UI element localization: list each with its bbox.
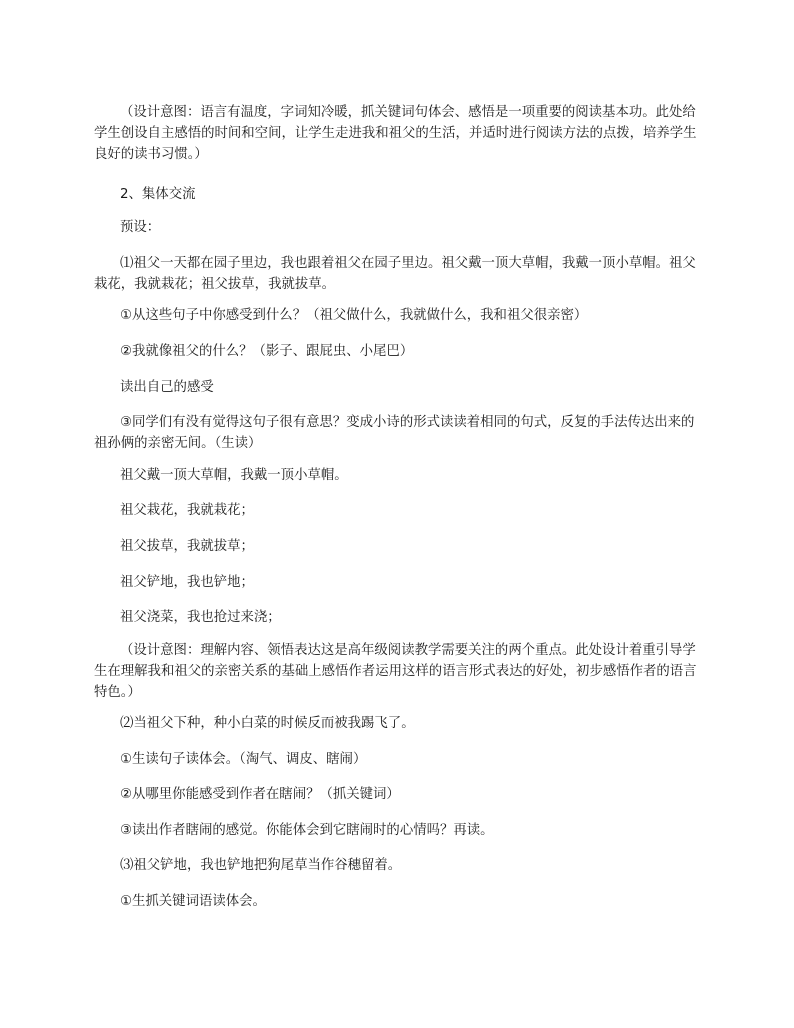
- question-1-1: ①从这些句子中你感受到什么？（祖父做什么，我就做什么，我和祖父很亲密）: [120, 308, 588, 323]
- question-1-3: ③同学们有没有觉得这句子很有意思？变成小诗的形式读读着相同的句式，反复的手法传达出来的祖孙俩的亲密无间。（生读）: [94, 415, 695, 451]
- question-2-2: ②从哪里你能感受到作者在瞎闹？（抓关键词）: [120, 787, 400, 802]
- section-heading-group-exchange: 2、集体交流: [120, 187, 196, 202]
- poem-line-5: 祖父浇菜，我也抢过来浇；: [120, 610, 281, 625]
- question-2-3: ③读出作者瞎闹的感觉。你能体会到它瞎闹时的心情吗？再读。: [120, 823, 494, 838]
- passage-2: ⑵当祖父下种，种小白菜的时候反而被我踢飞了。: [120, 716, 415, 731]
- design-intent-paragraph-2: （设计意图：理解内容、领悟表达这是高年级阅读教学需要关注的两个重点。此处设计着重引导学生在理解我和祖父的亲密关系的基础上感悟作者运用这样的语言形式表达的好处，初步感悟作者的语言特色。）: [94, 643, 697, 700]
- question-2-1: ①生读句子读体会。（淘气、调皮、瞎闹）: [120, 752, 367, 767]
- poem-line-4: 祖父铲地，我也铲地；: [120, 575, 254, 590]
- poem-line-3: 祖父拔草，我就拔草；: [120, 539, 254, 554]
- passage-3: ⑶祖父铲地，我也铲地把狗尾草当作谷穗留着。: [120, 858, 402, 873]
- read-feeling-line: 读出自己的感受: [120, 380, 214, 395]
- design-intent-paragraph-1: （设计意图：语言有温度，字词知冷暖，抓关键词句体会、感悟是一项重要的阅读基本功。此处给学生创设自主感悟的时间和空间，让学生走进我和祖父的生活，并适时进行阅读方法的点拨，培养学生良好的读书习惯。）: [94, 105, 697, 162]
- poem-line-2: 祖父栽花，我就栽花；: [120, 503, 254, 518]
- question-1-2: ②我就像祖父的什么？（影子、跟屁虫、小尾巴）: [120, 344, 414, 359]
- passage-1: ⑴祖父一天都在园子里边，我也跟着祖父在园子里边。祖父戴一顶大草帽，我戴一顶小草帽。祖父栽花，我就栽花；祖父拔草，我就拔草。: [94, 256, 696, 292]
- preset-label: 预设：: [120, 220, 161, 235]
- question-3-1: ①生抓关键词语读体会。: [120, 894, 266, 909]
- poem-line-1: 祖父戴一顶大草帽，我戴一顶小草帽。: [120, 468, 348, 483]
